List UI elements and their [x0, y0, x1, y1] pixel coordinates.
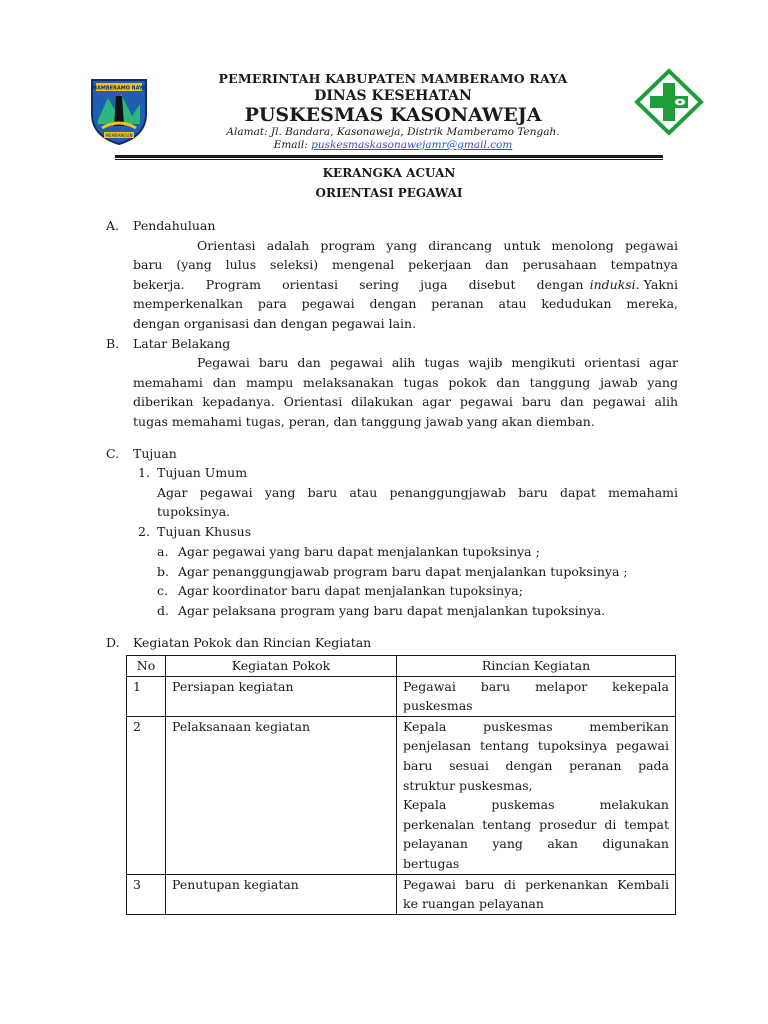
table-cell-rincian	[397, 874, 676, 914]
tujuan-umum-number: 1.	[138, 465, 150, 480]
section-a-line	[133, 275, 678, 295]
rincian-line: perkenalan tentang prosedur di tempat	[403, 816, 669, 832]
letterhead-divider	[115, 155, 663, 158]
document-title: KERANGKA ACUAN	[322, 166, 456, 180]
section-d-heading: Kegiatan Pokok dan Rincian Kegiatan	[133, 635, 372, 650]
section-d-label: D.	[106, 635, 120, 650]
table-cell-no: 1	[127, 676, 166, 716]
section-b-label: B.	[106, 336, 120, 351]
svg-text:MAMBERAMO RAYA: MAMBERAMO RAYA	[92, 85, 146, 92]
letterhead-government: PEMERINTAH KABUPATEN MAMBERAMO RAYA	[218, 71, 568, 86]
table-cell-no: 3	[127, 874, 166, 914]
table-cell-kegiatan: Penutupan kegiatan	[166, 874, 397, 914]
tujuan-umum-line: tupoksinya.	[157, 504, 231, 519]
tujuan-umum-line: Agar pegawai yang baru atau penanggungjawab baru dapat memahami	[157, 485, 678, 500]
section-b-line: tugas memahami tugas, peran, dan tanggung jawab yang akan diemban.	[133, 414, 595, 429]
tujuan-khusus-item: Agar penanggungjawab program baru dapat menjalankan tupoksinya ;	[178, 564, 628, 579]
tujuan-khusus-item: Agar pegawai yang baru dapat menjalankan tupoksinya ;	[178, 544, 540, 559]
section-b-line: Pegawai baru dan pegawai alih tugas wajib mengikuti orientasi agar	[197, 355, 678, 370]
email-link[interactable]: puskesmaskasonawejamr@gmail.com	[311, 139, 513, 151]
tujuan-khusus-number: 2.	[138, 524, 150, 539]
tujuan-khusus-heading: Tujuan Khusus	[157, 524, 252, 539]
tujuan-khusus-item-letter: a.	[157, 544, 169, 559]
activities-table	[126, 655, 676, 915]
rincian-line: Pegawai baru melapor kekepala	[403, 678, 669, 694]
rincian-line: pelayanan yang akan digunakan	[403, 836, 669, 852]
tujuan-khusus-item-letter: b.	[157, 564, 169, 579]
puskesmas-logo-icon	[634, 68, 704, 136]
tujuan-umum-heading: Tujuan Umum	[157, 465, 248, 480]
section-b-heading: Latar Belakang	[133, 336, 231, 351]
rincian-line: penjelasan tentang tupoksinya pegawai	[403, 738, 669, 754]
tujuan-khusus-item: Agar koordinator baru dapat menjalankan tupoksinya;	[178, 583, 523, 598]
section-b-line: diberikan kepadanya. Orientasi dilakukan agar pegawai baru dan pegawai alih	[133, 394, 678, 409]
tujuan-khusus-item-letter: c.	[157, 583, 168, 598]
letterhead-department: DINAS KESEHATAN	[314, 88, 472, 104]
rincian-line: struktur puskesmas,	[403, 777, 533, 793]
rincian-line: ke ruangan pelayanan	[403, 896, 544, 912]
svg-text:MEMBANGUN: MEMBANGUN	[105, 133, 133, 138]
table-cell-no: 2	[127, 716, 166, 874]
rincian-line: puskesmas	[403, 698, 473, 714]
table-row	[127, 716, 676, 874]
letterhead-puskesmas: PUSKESMAS KASONAWEJA	[244, 104, 542, 126]
section-c-label: C.	[106, 446, 120, 461]
table-header-kegiatan: Kegiatan Pokok	[166, 656, 397, 677]
table-row	[127, 676, 676, 716]
section-a-line: dengan organisasi dan dengan pegawai lain.	[133, 316, 417, 331]
email-label: Email:	[273, 139, 312, 151]
section-a-heading: Pendahuluan	[133, 218, 216, 233]
table-row	[127, 874, 676, 914]
table-cell-rincian	[397, 716, 676, 874]
section-a-label: A.	[106, 218, 120, 233]
table-cell-kegiatan: Pelaksanaan kegiatan	[166, 716, 397, 874]
section-a-line: baru (yang lulus seleksi) mengenal pekerjaan dan perusahaan tempatnya	[133, 257, 678, 272]
section-a-text: bekerja. Program orientasi sering juga disebut dengan	[133, 277, 584, 292]
tujuan-khusus-item-letter: d.	[157, 603, 169, 618]
rincian-line: baru sesuai dengan peranan pada	[403, 757, 669, 773]
letterhead-address: Alamat: Jl. Bandara, Kasonaweja, Distrik Mamberamo Tengah.	[226, 126, 560, 138]
section-b-line: memahami dan mampu melaksanakan tugas pokok dan tanggung jawab yang	[133, 375, 678, 390]
table-header-row	[127, 656, 676, 677]
letterhead-divider-thin	[115, 159, 663, 160]
table-header-rincian: Rincian Kegiatan	[397, 656, 676, 677]
tujuan-khusus-item: Agar pelaksana program yang baru dapat menjalankan tupoksinya.	[178, 603, 606, 618]
letterhead-email-line	[150, 139, 636, 151]
table-header-no: No	[127, 656, 166, 677]
document-subtitle: ORIENTASI PEGAWAI	[315, 186, 463, 200]
table-cell-kegiatan: Persiapan kegiatan	[166, 676, 397, 716]
section-c-heading: Tujuan	[133, 446, 177, 461]
section-a-line: memperkenalkan para pegawai dengan peranan atau kedudukan mereka,	[133, 296, 678, 311]
rincian-line: Kepala puskemas melakukan	[403, 797, 669, 813]
section-a-italic-term: induksi.	[589, 277, 640, 292]
section-a-text: Yakni	[639, 277, 678, 292]
table-cell-rincian	[397, 676, 676, 716]
rincian-line: Kepala puskesmas memberikan	[403, 718, 669, 734]
rincian-line: Pegawai baru di perkenankan Kembali	[403, 876, 669, 892]
section-a-line: Orientasi adalah program yang dirancang untuk menolong pegawai	[197, 238, 678, 253]
regency-emblem-icon	[88, 74, 150, 146]
rincian-line: bertugas	[403, 855, 460, 871]
